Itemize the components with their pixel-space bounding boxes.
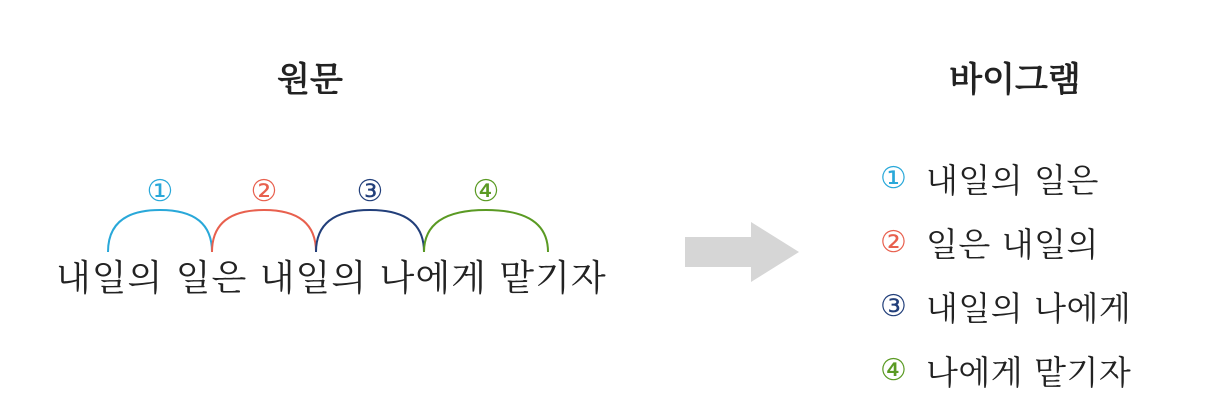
arc-label-1: ① [146, 174, 174, 209]
bigram-text: 일은 내일의 [926, 224, 1099, 264]
arrow-shaft [685, 237, 753, 267]
bigram-text: 나에게 맡기자 [926, 352, 1132, 392]
bigram-text: 내일의 일은 [926, 160, 1099, 200]
arc-4 [424, 210, 548, 252]
bigram-item [880, 210, 1131, 274]
arc-3 [316, 210, 424, 252]
arc-label-4: ④ [472, 174, 500, 209]
bigram-list [880, 146, 1131, 402]
bigram-number: ③ [880, 288, 907, 324]
bigram-number: ④ [880, 352, 907, 388]
bigram-item [880, 338, 1131, 402]
source-sentence: 내일의 일은 내일의 나에게 맡기자 [56, 258, 607, 299]
bigram-number: ② [880, 224, 907, 260]
bigram-item [880, 274, 1131, 338]
source-title: 원문 [277, 60, 343, 100]
arc-1 [108, 210, 212, 252]
arrow-head [751, 222, 799, 282]
arc-label-3: ③ [356, 174, 384, 209]
bigram-title: 바이그램 [949, 60, 1081, 100]
bigram-number: ① [880, 160, 907, 196]
bigram-text: 내일의 나에게 [926, 288, 1132, 328]
right-arrow-icon [685, 222, 801, 282]
arc-2 [212, 210, 316, 252]
arc-label-2: ② [250, 174, 278, 209]
bigram-item [880, 146, 1131, 210]
